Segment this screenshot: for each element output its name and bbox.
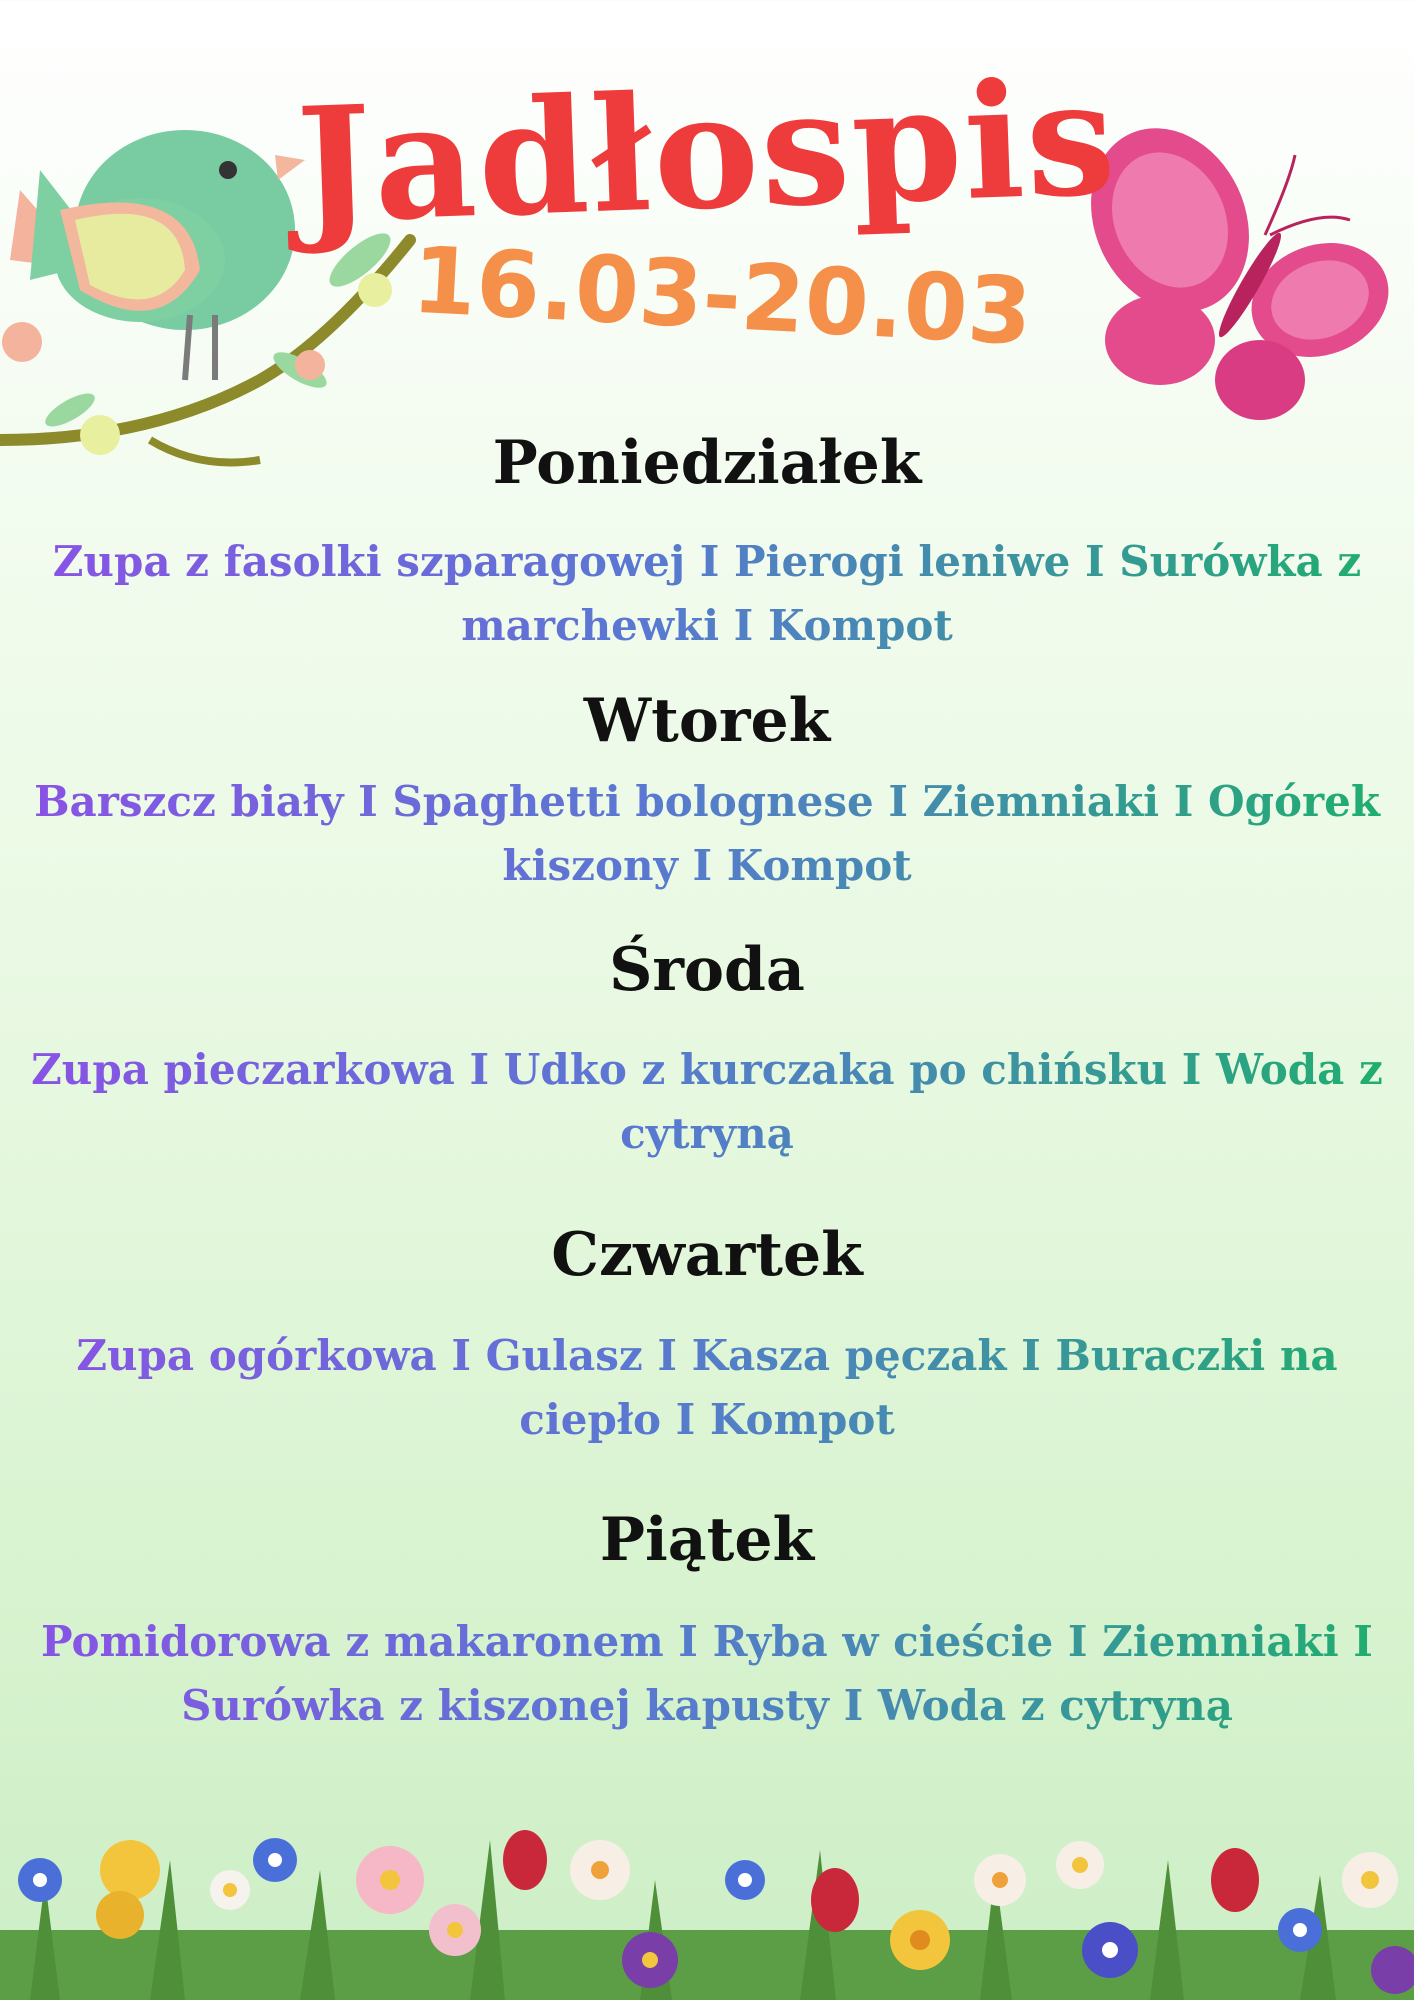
day-heading-monday: Poniedziałek <box>492 428 922 498</box>
menu-tuesday: Barszcz biały I Spaghetti bolognese I Ziemniaki I Ogórek kiszony I Kompot <box>20 770 1394 898</box>
page-title: Jadłospis <box>293 45 1121 260</box>
menu-thursday: Zupa ogórkowa I Gulasz I Kasza pęczak I Buraczki na ciepło I Kompot <box>20 1324 1394 1452</box>
day-heading-wednesday: Środa <box>609 935 805 1005</box>
flower-border <box>0 1820 1414 2000</box>
day-heading-friday: Piątek <box>599 1505 815 1575</box>
menu-wednesday: Zupa pieczarkowa I Udko z kurczaka po chińsku I Woda z cytryną <box>20 1038 1394 1166</box>
day-heading-thursday: Czwartek <box>551 1220 863 1290</box>
day-heading-tuesday: Wtorek <box>583 686 831 756</box>
date-range: 16.03-20.03 <box>409 226 1035 366</box>
menu-monday: Zupa z fasolki szparagowej I Pierogi leniwe I Surówka z marchewki I Kompot <box>20 530 1394 658</box>
menu-friday: Pomidorowa z makaronem I Ryba w cieście I Ziemniaki I Surówka z kiszonej kapusty I Woda z cytryną <box>20 1610 1394 1738</box>
